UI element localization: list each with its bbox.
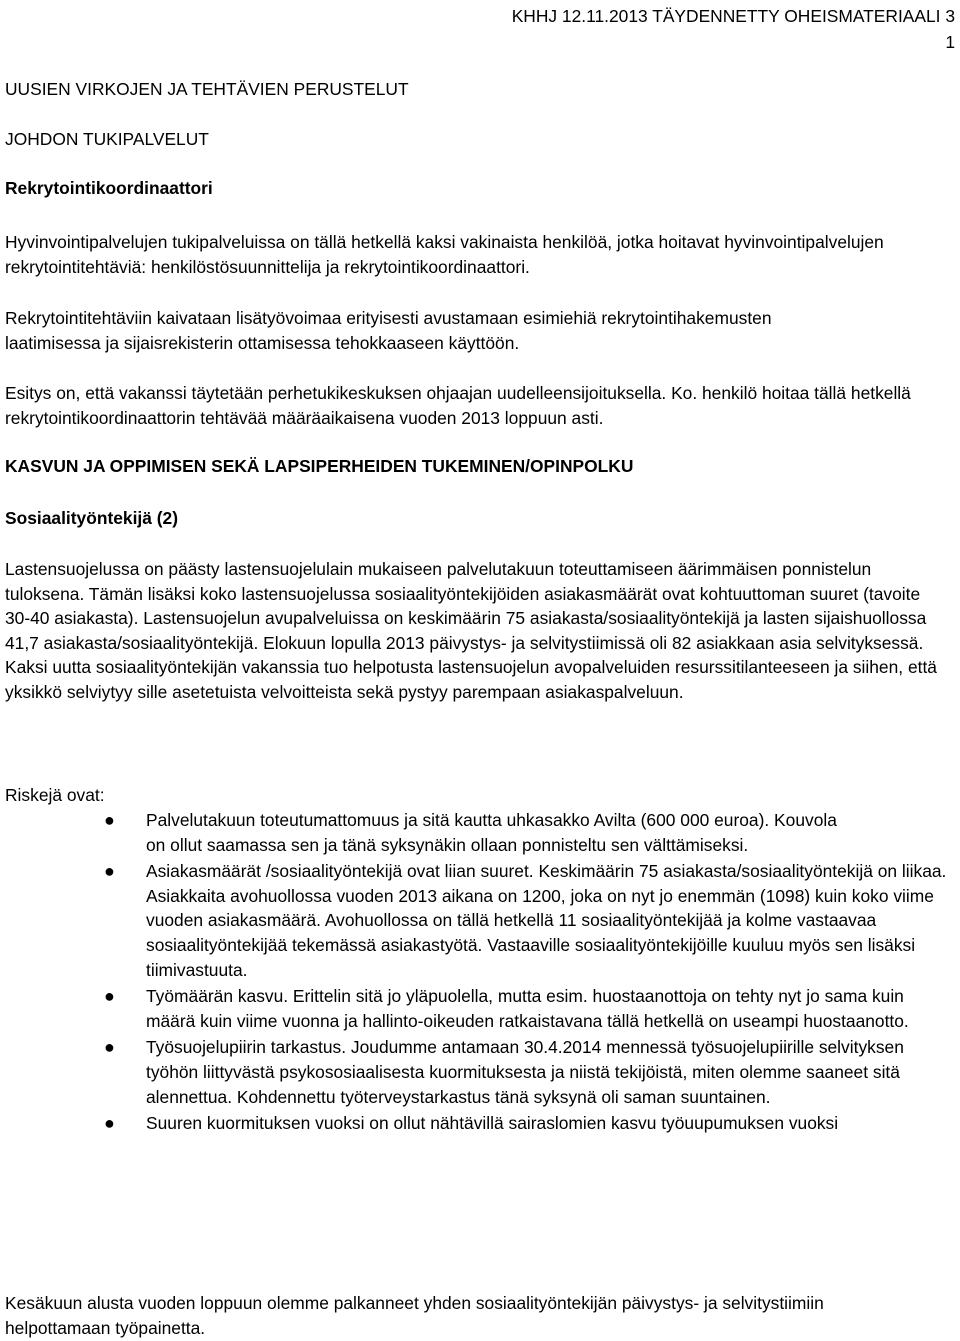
page-number: 1: [945, 32, 955, 52]
section-subheading: JOHDON TUKIPALVELUT: [5, 129, 209, 149]
section-heading: KASVUN JA OPPIMISEN SEKÄ LAPSIPERHEIDEN TUKEMINEN/OPINPOLKU: [5, 456, 634, 476]
bullet-icon: ●: [104, 861, 115, 882]
bullet-icon: ●: [104, 810, 115, 830]
role-heading: Sosiaalityöntekijä (2): [5, 508, 178, 528]
bullet-icon: ●: [104, 1113, 115, 1134]
paragraph: Hyvinvointipalvelujen tukipalveluissa on tällä hetkellä kaksi vakinaista henkilöä, jotka hoitavat hyvinvointipalvelujen rekrytointitehtäviä: henkilöstösuunnittelija ja rekrytointikoordinaattori.: [5, 232, 884, 277]
list-item: [0, 859, 955, 982]
paragraph: Rekrytointitehtäviin kaivataan lisätyövoimaa erityisesti avustamaan esimiehiä rekrytointihakemusten laatimisessa ja sijaisrekisterin ottamisessa tehokkaaseen käyttöön.: [5, 308, 772, 353]
risk-text: Työmäärän kasvu. Erittelin sitä jo yläpuolella, mutta esim. huostaanottoja on tehty nyt jo sama kuin määrä kuin viime vuonna ja hallinto-oikeuden ratkaistavana tällä hetkellä on useampi huostaanotto.: [146, 986, 909, 1031]
paragraph: Lastensuojelussa on päästy lastensuojelulain mukaiseen palvelutakuun toteuttamiseen äärimmäisen ponnistelun tuloksena. Tämän lisäksi koko lastensuojelussa sosiaalityöntekijöiden asiakasmäärät ovat kohtuuttoman suuret (tavoite 30-40 asiakasta). Lastensuojelun avupalveluissa on keskimäärin 75 asiakasta/sosiaalityöntekijä ja lasten sijaishuollossa 41,7 asiakasta/sosiaalityöntekijä. Elokuun lopulla 2013 päivystys- ja selvitystiimissä oli 82 asiakkaan asia selvityksessä. Kaksi uutta sosiaalityöntekijän vakanssia tuo helpotusta lastensuojelun avopalveluiden resurssitilanteeseen ja siihen, että yksikkö selviytyy sille asetetuista velvoitteista sekä pystyy parempaan asiakaspalveluun.: [5, 559, 937, 702]
list-item: [0, 1035, 955, 1109]
risk-text: Asiakasmäärät /sosiaalityöntekijä ovat liian suuret. Keskimäärin 75 asiakasta/sosiaalityöntekijä on liikaa. Asiakkaita avohuollossa vuoden 2013 aikana on 1200, joka on nyt jo enemmän (1098) kuin koko viime vuoden asiakasmäärä. Avohuollossa on tällä hetkellä 11 sosiaalityöntekijää ja kolme vastaavaa sosiaalityöntekijää tekemässä asiakastyötä. Vastaaville sosiaalityöntekijöille kuuluu myös sen lisäksi tiimivastuuta.: [146, 861, 947, 980]
bullet-icon: ●: [104, 1037, 115, 1058]
role-heading: Rekrytointikoordinaattori: [5, 178, 213, 198]
paragraph: Esitys on, että vakanssi täytetään perhetukikeskuksen ohjaajan uudelleensijoituksella. Ko. henkilö hoitaa tällä hetkellä rekrytointikoordinaattorin tehtävää määräaikaisena vuoden 2013 loppuun asti.: [5, 383, 911, 428]
section-heading: UUSIEN VIRKOJEN JA TEHTÄVIEN PERUSTELUT: [5, 79, 409, 99]
closing-paragraph: Kesäkuun alusta vuoden loppuun olemme palkanneet yhden sosiaalityöntekijän päivystys- ja selvitystiimiin helpottamaan työpainetta.: [5, 1293, 824, 1338]
risk-text: Suuren kuormituksen vuoksi on ollut nähtävillä sairaslomien kasvu työuupumuksen vuoksi: [146, 1113, 839, 1134]
risks-list: [0, 808, 955, 1136]
risk-text: Työsuojelupiirin tarkastus. Joudumme antamaan 30.4.2014 mennessä työsuojelupiirille selvityksen työhön liittyvästä psykososiaalisesta kuormituksesta ja niistä tekijöistä, miten olemme saaneet sitä alennettua. Kohdennettu työterveystarkastus tänä syksynä oli saman suuntainen.: [146, 1037, 904, 1107]
list-item: [0, 984, 955, 1033]
list-item: [0, 1111, 955, 1136]
list-item: [0, 808, 955, 857]
document-header-title: KHHJ 12.11.2013 TÄYDENNETTY OHEISMATERIAALI 3: [511, 6, 955, 26]
risk-text: Palvelutakuun toteutumattomuus ja sitä kautta uhkasakko Avilta (600 000 euroa). Kouvola on ollut saamassa sen ja tänä syksynäkin ollaan ponnisteltu sen välttämiseksi.: [146, 810, 837, 855]
risks-label: Riskejä ovat:: [5, 785, 105, 805]
bullet-icon: ●: [104, 986, 115, 1007]
